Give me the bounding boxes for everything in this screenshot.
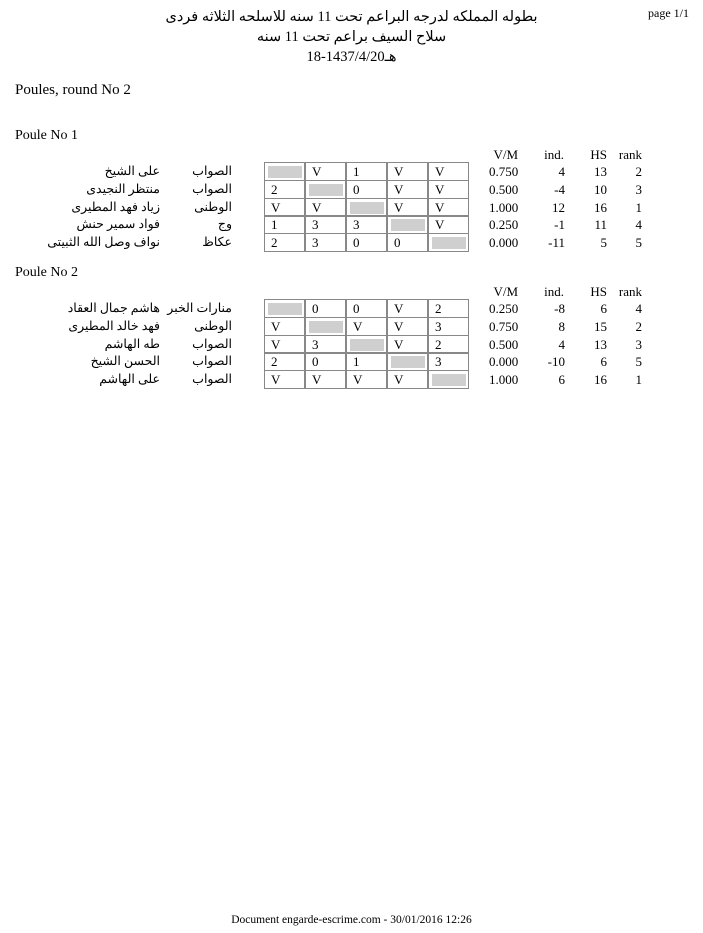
bout-cell: 0 — [346, 299, 387, 318]
stat-vm: 0.500 — [489, 336, 519, 352]
stat-hs: 11 — [594, 217, 607, 233]
stat-ind: 12 — [552, 199, 565, 215]
fencer-club: الصواب — [192, 181, 232, 196]
column-header-rank: rank — [618, 147, 642, 162]
table-row — [0, 370, 703, 389]
bout-cell: 3 — [428, 317, 469, 336]
bout-cell: 2 — [264, 180, 305, 199]
bout-cell: 3 — [305, 215, 346, 234]
bout-cell: V — [264, 335, 305, 354]
bout-cell: 2 — [264, 233, 305, 252]
bout-cell: V — [428, 198, 469, 217]
bout-cell: 0 — [387, 233, 428, 252]
stat-vm: 0.250 — [489, 217, 519, 233]
table-row — [0, 317, 703, 336]
stat-hs: 13 — [594, 164, 607, 179]
stat-rank: 1 — [635, 372, 642, 388]
bout-cell: V — [305, 198, 346, 217]
bout-cell-self — [264, 299, 305, 318]
stat-hs: 16 — [594, 372, 607, 388]
bout-cell: V — [428, 162, 469, 181]
fencer-club: الصواب — [192, 372, 232, 387]
footer: Document engarde-escrime.com - 30/01/2016 12:26 — [231, 914, 472, 926]
stat-ind: -8 — [554, 301, 565, 316]
stat-ind: 4 — [558, 336, 565, 352]
fencer-club: عكاظ — [202, 235, 232, 250]
table-row — [0, 198, 703, 217]
bout-cell: 1 — [346, 162, 387, 181]
page-number: page 1/1 — [648, 6, 689, 20]
stat-rank: 4 — [635, 301, 642, 316]
table-row — [0, 299, 703, 318]
fencer-club: الصواب — [192, 164, 232, 178]
fencer-name: الحسن الشيخ — [90, 354, 160, 369]
stat-rank: 1 — [635, 199, 642, 215]
bout-cell: V — [387, 317, 428, 336]
stat-ind: 6 — [558, 372, 565, 388]
fencer-name: زياد فهد المطيرى — [71, 199, 160, 214]
column-header-ind: ind. — [544, 284, 564, 299]
document-title: بطوله المملكه لدرجه البراعم تحت 11 سنه للاسلحه الثلاثه فردى — [165, 9, 538, 25]
table-row — [0, 335, 703, 354]
fencer-club: وج — [217, 217, 232, 232]
fencer-club: منارات الخبر — [167, 301, 232, 315]
table-row — [0, 180, 703, 199]
bout-cell: 0 — [346, 233, 387, 252]
stat-hs: 13 — [594, 336, 607, 352]
fencer-name: فهد خالد المطيرى — [68, 318, 160, 333]
fencer-name: فواد سمير حنش — [76, 217, 160, 232]
column-header-hs: HS — [590, 284, 607, 299]
bout-cell: 3 — [305, 335, 346, 354]
stat-ind: 4 — [558, 164, 565, 179]
fencer-club: الوطنى — [194, 318, 232, 333]
column-header-rank: rank — [618, 284, 642, 299]
stat-hs: 16 — [594, 199, 607, 215]
bout-cell: V — [428, 180, 469, 199]
bout-cell: 3 — [305, 233, 346, 252]
table-row — [0, 352, 703, 371]
stat-ind: -10 — [547, 354, 565, 370]
stat-vm: 0.000 — [489, 235, 519, 251]
stat-vm: 0.500 — [489, 181, 519, 197]
column-header-vm: V/M — [493, 284, 518, 299]
poule-title: Poule No 1 — [15, 128, 78, 143]
bout-cell: V — [264, 198, 305, 217]
stat-ind: 8 — [558, 318, 565, 334]
bout-cell-self — [428, 370, 469, 389]
stat-vm: 0.000 — [489, 354, 519, 370]
bout-cell: V — [387, 162, 428, 181]
column-header-hs: HS — [590, 147, 607, 162]
stat-hs: 15 — [594, 318, 607, 334]
bout-cell-self — [305, 180, 346, 199]
bout-cell: V — [387, 299, 428, 318]
table-row — [0, 215, 703, 234]
bout-cell: V — [264, 370, 305, 389]
stat-hs: 10 — [594, 181, 607, 197]
stat-hs: 6 — [600, 354, 607, 370]
bout-cell: 2 — [264, 352, 305, 371]
stat-ind: -4 — [554, 181, 565, 197]
bout-cell: V — [305, 370, 346, 389]
table-row — [0, 233, 703, 252]
bout-cell: V — [387, 370, 428, 389]
bout-cell: V — [346, 317, 387, 336]
fencer-name: منتظر النجيدى — [86, 181, 160, 196]
stat-vm: 0.250 — [489, 301, 519, 316]
bout-cell-self — [387, 352, 428, 371]
stat-hs: 5 — [600, 235, 607, 251]
stat-vm: 0.750 — [489, 164, 519, 179]
bout-cell: 1 — [346, 352, 387, 371]
bout-cell: V — [387, 198, 428, 217]
stat-ind: -1 — [554, 217, 565, 233]
stat-rank: 5 — [635, 235, 642, 251]
stat-rank: 2 — [635, 164, 642, 179]
bout-cell: V — [346, 370, 387, 389]
stat-hs: 6 — [600, 301, 607, 316]
stat-vm: 1.000 — [489, 199, 519, 215]
bout-cell: 2 — [428, 299, 469, 318]
fencer-name: نواف وصل الله الثبيتى — [47, 235, 160, 250]
fencer-club: الصواب — [192, 354, 232, 369]
poule-title: Poule No 2 — [15, 265, 78, 280]
document-date: 18-1437/4/20هـ — [306, 49, 397, 65]
stat-rank: 4 — [635, 217, 642, 233]
bout-cell: V — [428, 215, 469, 234]
bout-cell: 0 — [305, 352, 346, 371]
fencer-name: على الشيخ — [104, 164, 160, 178]
bout-cell-self — [387, 215, 428, 234]
stat-rank: 2 — [635, 318, 642, 334]
bout-cell: 3 — [428, 352, 469, 371]
bout-cell-self — [346, 198, 387, 217]
column-header-ind: ind. — [544, 147, 564, 162]
fencer-name: على الهاشم — [99, 372, 160, 387]
stat-vm: 0.750 — [489, 318, 519, 334]
stat-rank: 3 — [635, 336, 642, 352]
stat-ind: -11 — [548, 235, 565, 251]
bout-cell: 0 — [346, 180, 387, 199]
stat-rank: 5 — [635, 354, 642, 370]
bout-cell: V — [387, 335, 428, 354]
bout-cell-self — [305, 317, 346, 336]
fencer-name: هاشم جمال العقاد — [67, 301, 160, 315]
round-title: Poules, round No 2 — [15, 82, 131, 98]
document-subtitle: سلاح السيف براعم تحت 11 سنه — [256, 29, 447, 45]
bout-cell-self — [428, 233, 469, 252]
bout-cell-self — [346, 335, 387, 354]
fencer-club: الصواب — [192, 336, 232, 351]
bout-cell: V — [387, 180, 428, 199]
bout-cell-self — [264, 162, 305, 181]
table-row — [0, 162, 703, 181]
bout-cell: 2 — [428, 335, 469, 354]
bout-cell: 0 — [305, 299, 346, 318]
column-header-vm: V/M — [493, 147, 518, 162]
stat-vm: 1.000 — [489, 372, 519, 388]
bout-cell: 3 — [346, 215, 387, 234]
stat-rank: 3 — [635, 181, 642, 197]
fencer-club: الوطنى — [194, 199, 232, 214]
fencer-name: طه الهاشم — [104, 336, 160, 351]
bout-cell: V — [305, 162, 346, 181]
bout-cell: V — [264, 317, 305, 336]
bout-cell: 1 — [264, 215, 305, 234]
